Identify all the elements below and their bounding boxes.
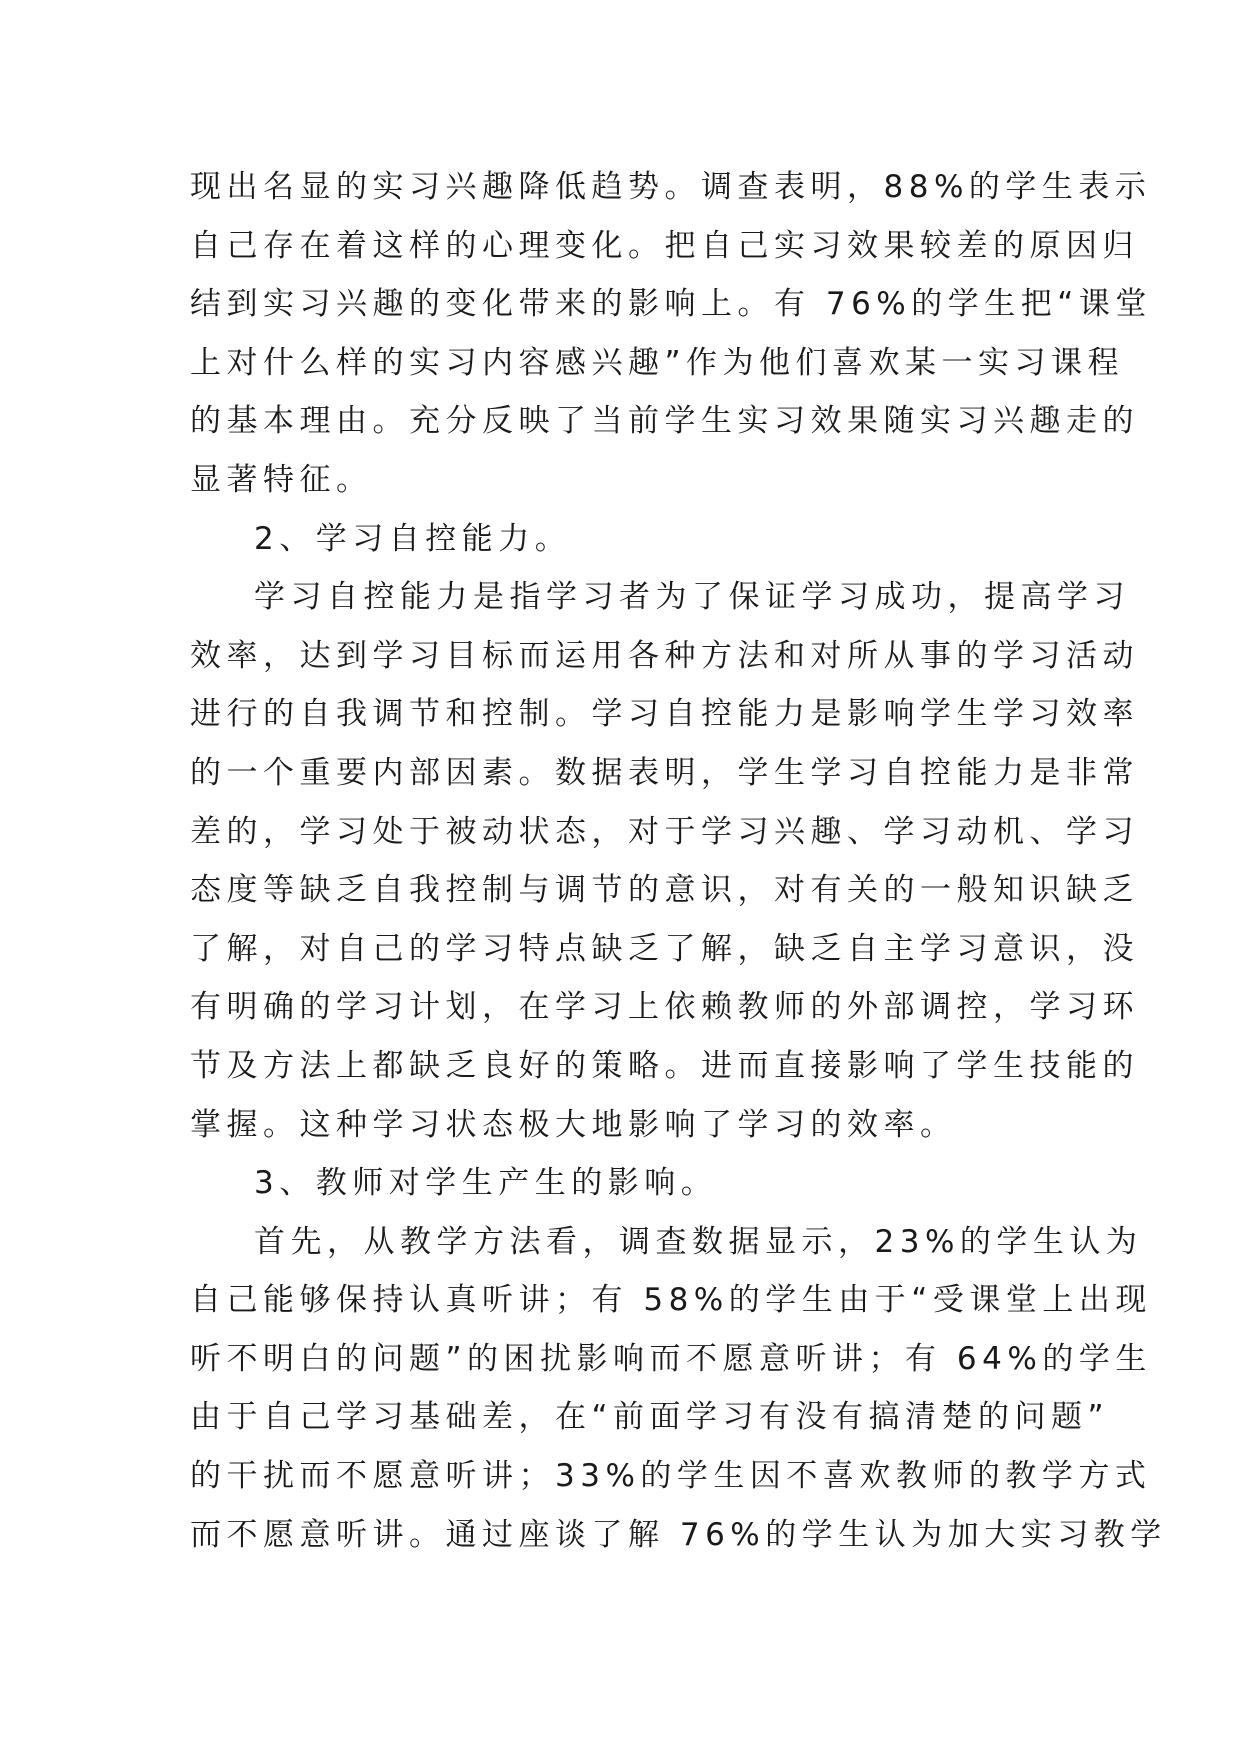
- text-line: 现出名显的实习兴趣降低趋势。调查表明，88%的学生表示: [190, 169, 1152, 205]
- text-line: 而不愿意听讲。通过座谈了解 76%的学生认为加大实习教学: [190, 1516, 1167, 1553]
- text-line: 的基本理由。充分反映了当前学生实习效果随实习兴趣走的: [190, 403, 1139, 440]
- text-line: 掌握。这种学习状态极大地影响了学习的效率。: [190, 1106, 957, 1143]
- text-line: 进行的自我调节和控制。学习自控能力是影响学生学习效率: [190, 696, 1139, 733]
- text-line: 学习自控能力是指学习者为了保证学习成功，提高学习: [254, 579, 1130, 616]
- text-line: 态度等缺乏自我控制与调节的意识，对有关的一般知识缺乏: [190, 872, 1139, 909]
- text-line: 听不明白的问题”的困扰影响而不愿意听讲；有 64%的学生: [190, 1340, 1152, 1377]
- text-line: 上对什么样的实习内容感兴趣”作为他们喜欢某一实习课程: [190, 344, 1125, 381]
- text-line: 的一个重要内部因素。数据表明，学生学习自控能力是非常: [190, 754, 1139, 791]
- section-heading: 3、教师对学生产生的影响。: [254, 1165, 718, 1202]
- text-line: 由于自己学习基础差，在“前面学习有没有搞清楚的问题”: [190, 1399, 1110, 1436]
- text-line: 显著特征。: [190, 461, 373, 498]
- text-line: 自己能够保持认真听讲；有 58%的学生由于“受课堂上出现: [190, 1282, 1152, 1319]
- text-line: 效率，达到学习目标而运用各种方法和对所从事的学习活动: [190, 637, 1139, 674]
- text-line: 节及方法上都缺乏良好的策略。进而直接影响了学生技能的: [190, 1047, 1139, 1084]
- text-line: 有明确的学习计划，在学习上依赖教师的外部调控，学习环: [190, 989, 1139, 1026]
- section-heading: 2、学习自控能力。: [254, 520, 572, 557]
- text-line: 差的，学习处于被动状态，对于学习兴趣、学习动机、学习: [190, 813, 1139, 850]
- document-body: [190, 158, 1167, 1564]
- text-line: 自己存在着这样的心理变化。把自己实习效果较差的原因归: [190, 227, 1139, 264]
- text-line: 了解，对自己的学习特点缺乏了解，缺乏自主学习意识，没: [190, 930, 1139, 967]
- text-line: 首先，从教学方法看，调查数据显示，23%的学生认为: [254, 1223, 1143, 1260]
- text-line: 的干扰而不愿意听讲；33%的学生因不喜欢教师的教学方式: [190, 1458, 1152, 1495]
- text-line: 结到实习兴趣的变化带来的影响上。有 76%的学生把“课堂: [190, 286, 1152, 323]
